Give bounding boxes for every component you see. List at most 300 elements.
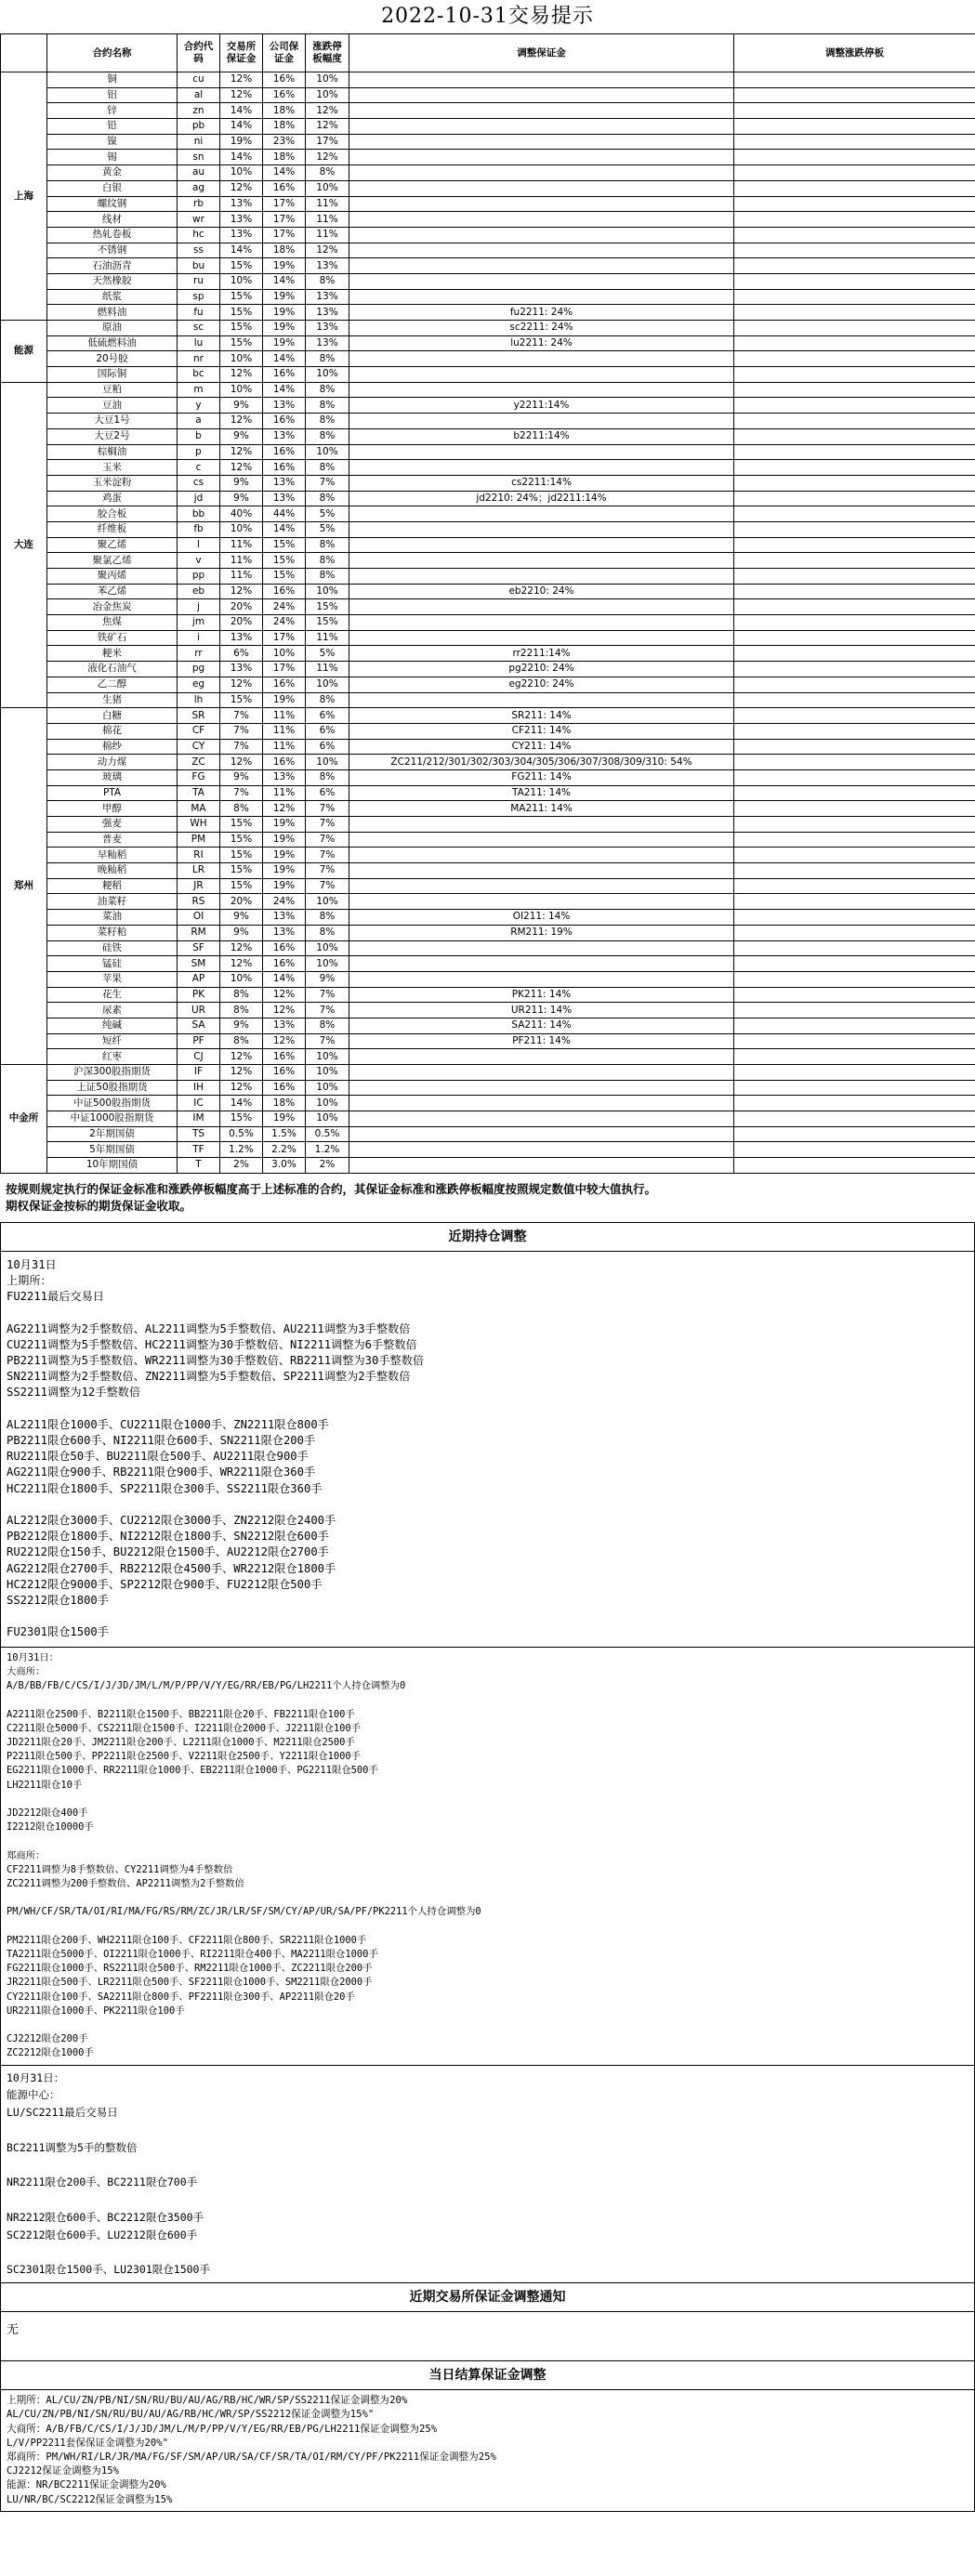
price-limit: 11% [306, 196, 349, 212]
company-margin: 14% [263, 382, 306, 398]
price-limit: 7% [306, 832, 349, 848]
contract-name: 沪深300股指期货 [47, 1065, 178, 1081]
contract-code: AP [178, 971, 220, 987]
exchange-margin: 10% [220, 351, 263, 367]
contract-name: 铁矿石 [47, 630, 178, 646]
adjusted-margin [349, 119, 734, 135]
adjusted-limit [734, 599, 975, 615]
adjusted-margin: jd2210: 24%；jd2211:14% [349, 491, 734, 506]
adjusted-margin: OI211: 14% [349, 910, 734, 926]
company-margin: 19% [263, 848, 306, 863]
contract-code: SM [178, 956, 220, 972]
price-limit: 8% [306, 428, 349, 444]
exchange-margin: 12% [220, 180, 263, 196]
contract-name: 生猪 [47, 692, 178, 708]
price-limit: 13% [306, 289, 349, 305]
table-row [1, 273, 975, 289]
adjusted-limit [734, 630, 975, 646]
exchange-margin: 15% [220, 832, 263, 848]
price-limit: 5% [306, 521, 349, 537]
contract-name: 中证500股指期货 [47, 1096, 178, 1111]
adjusted-limit [734, 428, 975, 444]
adjusted-margin: pg2210: 24% [349, 662, 734, 677]
company-margin: 19% [263, 258, 306, 274]
adjusted-limit [734, 956, 975, 972]
price-limit: 10% [306, 677, 349, 692]
contract-name: 白糖 [47, 708, 178, 724]
price-limit: 10% [306, 1096, 349, 1111]
adjusted-limit [734, 785, 975, 801]
contract-name: 铅 [47, 119, 178, 135]
exchange-margin: 12% [220, 414, 263, 429]
header-company-margin: 公司保证金 [263, 34, 306, 72]
company-margin: 19% [263, 692, 306, 708]
company-margin: 17% [263, 630, 306, 646]
contract-code: T [178, 1158, 220, 1174]
exchange-margin: 9% [220, 925, 263, 940]
contract-code: FG [178, 769, 220, 785]
adjusted-limit [734, 801, 975, 817]
table-row [1, 491, 975, 506]
contract-code: bc [178, 367, 220, 383]
adjusted-limit [734, 119, 975, 135]
price-limit: 2% [306, 1158, 349, 1174]
adjusted-limit [734, 708, 975, 724]
contract-code: IC [178, 1096, 220, 1111]
table-row [1, 180, 975, 196]
contract-code: SF [178, 940, 220, 956]
exchange-margin: 13% [220, 630, 263, 646]
contract-name: 苹果 [47, 971, 178, 987]
contract-name: 聚乙烯 [47, 537, 178, 553]
table-row [1, 305, 975, 321]
adjusted-limit [734, 584, 975, 599]
adjusted-limit [734, 165, 975, 181]
price-limit: 6% [306, 708, 349, 724]
contract-code: cu [178, 72, 220, 88]
contract-code: nr [178, 351, 220, 367]
table-row [1, 72, 975, 88]
price-limit: 12% [306, 243, 349, 258]
price-limit: 10% [306, 1080, 349, 1096]
exchange-margin: 11% [220, 537, 263, 553]
exchange-margin: 6% [220, 646, 263, 662]
adjusted-margin: CF211: 14% [349, 723, 734, 739]
price-limit: 11% [306, 630, 349, 646]
price-limit: 12% [306, 119, 349, 135]
contract-code: hc [178, 227, 220, 243]
adjusted-limit [734, 243, 975, 258]
adjusted-margin [349, 1096, 734, 1111]
adjusted-limit [734, 212, 975, 228]
table-row [1, 1126, 975, 1142]
price-limit: 10% [306, 1111, 349, 1127]
adjusted-limit [734, 878, 975, 894]
table-row [1, 367, 975, 383]
adjusted-limit [734, 723, 975, 739]
company-margin: 16% [263, 444, 306, 460]
adjusted-margin [349, 258, 734, 274]
contract-name: 棉纱 [47, 739, 178, 755]
table-row [1, 398, 975, 414]
exchange-margin: 12% [220, 1080, 263, 1096]
adjusted-limit [734, 662, 975, 677]
company-margin: 17% [263, 227, 306, 243]
contract-code: rr [178, 646, 220, 662]
contract-name: 冶金焦炭 [47, 599, 178, 615]
adjusted-limit [734, 817, 975, 833]
contract-name: 5年期国债 [47, 1142, 178, 1158]
price-limit: 13% [306, 335, 349, 351]
position-ine-block: 10月31日： 能源中心： LU/SC2211最后交易日 BC2211调整为5手的整数倍 NR2211限仓200手、BC2211限仓700手 NR2212限仓600手、BC2212限仓3500手 SC2212限仓600手、LU2212限仓600手 SC2301限仓1500手、LU2301限仓1500手 [7, 2070, 210, 2277]
table-row [1, 1065, 975, 1081]
contract-name: 早籼稻 [47, 848, 178, 863]
adjusted-margin [349, 1111, 734, 1127]
contract-code: au [178, 165, 220, 181]
company-margin: 18% [263, 150, 306, 165]
price-limit: 9% [306, 971, 349, 987]
company-margin: 13% [263, 769, 306, 785]
company-margin: 14% [263, 273, 306, 289]
company-margin: 17% [263, 196, 306, 212]
adjusted-limit [734, 910, 975, 926]
contract-code: fb [178, 521, 220, 537]
price-limit: 8% [306, 692, 349, 708]
contract-name: 豆粕 [47, 382, 178, 398]
contract-code: RI [178, 848, 220, 863]
header-exchange-margin: 交易所保证金 [220, 34, 263, 72]
adjusted-margin [349, 521, 734, 537]
contract-name: 黄金 [47, 165, 178, 181]
contract-name: 聚丙烯 [47, 569, 178, 585]
company-margin: 11% [263, 739, 306, 755]
adjusted-limit [734, 258, 975, 274]
adjusted-limit [734, 305, 975, 321]
price-limit: 10% [306, 956, 349, 972]
price-limit: 7% [306, 801, 349, 817]
adjusted-limit [734, 414, 975, 429]
price-limit: 8% [306, 414, 349, 429]
company-margin: 16% [263, 460, 306, 476]
adjusted-margin: lu2211: 24% [349, 335, 734, 351]
adjusted-margin: eb2210: 24% [349, 584, 734, 599]
exchange-margin: 10% [220, 521, 263, 537]
table-row [1, 723, 975, 739]
table-row [1, 227, 975, 243]
adjusted-limit [734, 1158, 975, 1174]
exchange-margin: 13% [220, 227, 263, 243]
contract-name: 尿素 [47, 1003, 178, 1019]
contract-name: 棉花 [47, 723, 178, 739]
contract-code: CY [178, 739, 220, 755]
company-margin: 44% [263, 506, 306, 522]
adjusted-margin [349, 212, 734, 228]
adjusted-limit [734, 321, 975, 336]
adjusted-margin: y2211:14% [349, 398, 734, 414]
exchange-margin: 8% [220, 1033, 263, 1049]
adjusted-margin [349, 180, 734, 196]
contract-code: c [178, 460, 220, 476]
contract-name: 鸡蛋 [47, 491, 178, 506]
exchange-margin: 20% [220, 615, 263, 631]
contract-name: 普麦 [47, 832, 178, 848]
table-row [1, 119, 975, 135]
table-row [1, 351, 975, 367]
adjusted-limit [734, 491, 975, 506]
adjusted-limit [734, 398, 975, 414]
adjusted-margin [349, 569, 734, 585]
exchange-margin: 9% [220, 398, 263, 414]
exchange-margin: 10% [220, 382, 263, 398]
table-row [1, 646, 975, 662]
exchange-margin: 7% [220, 708, 263, 724]
contract-code: SA [178, 1018, 220, 1033]
exchange-margin: 14% [220, 150, 263, 165]
margin-table-body [1, 72, 975, 1174]
table-row [1, 599, 975, 615]
contract-name: 短纤 [47, 1033, 178, 1049]
company-margin: 16% [263, 1080, 306, 1096]
page-title: 2022-10-31交易提示 [381, 5, 594, 28]
table-row [1, 134, 975, 150]
price-limit: 10% [306, 367, 349, 383]
table-row [1, 150, 975, 165]
position-shfe-block: 10月31日 上期所： FU2211最后交易日 AG2211调整为2手整数倍、AL2211调整为5手整数倍、AU2211调整为3手整数倍 CU2211调整为5手整数倍、HC2211调整为30手整数倍、NI2211调整为6手整数倍 PB2211调整为5手整数倍、WR2211调整为30手整数倍、RB2211调整为30手整数倍 SN2211调整为2手整数倍、ZN2211调整为5手整数倍、SP2211调整为2手整数倍 SS2211调整为12手整数倍 AL2211限仓1000手、CU2211限仓1000手、ZN2211限仓800手 PB2211限仓600手、NI2211限仓600手、SN2211限仓200手 RU2211限仓50手、BU2211限仓500手、AU2211限仓900手 AG2211限仓900手、RB2211限仓900手、WR2211限仓360手 HC2211限仓1800手、SP2211限仓300手、SS2211限仓360手 AL2212限仓3000手、CU2212限仓3000手、ZN2212限仓2400手 PB2212限仓1800手、NI2212限仓1800手、SN2212限仓600手 RU2212限仓150手、BU2212限仓1500手、AU2212限仓2700手 AG2212限仓2700手、RB2212限仓4500手、WR2212限仓1800手 HC2212限仓9000手、SP2212限仓900手、FU2212限仓500手 SS2212限仓1800手 FU2301限仓1500手 [1, 1252, 974, 1648]
contract-name: 镍 [47, 134, 178, 150]
adjusted-margin [349, 351, 734, 367]
contract-name: 粳米 [47, 646, 178, 662]
exchange-margin: 1.2% [220, 1142, 263, 1158]
header-adjusted-limit: 调整涨跌停板 [734, 34, 975, 72]
company-margin: 19% [263, 289, 306, 305]
contract-name: 锰硅 [47, 956, 178, 972]
table-row [1, 940, 975, 956]
table-row [1, 1018, 975, 1033]
contract-name: 菜籽粕 [47, 925, 178, 940]
settlement-margin-header: 当日结算保证金调整 [0, 2361, 975, 2390]
company-margin: 16% [263, 755, 306, 770]
contract-code: zn [178, 103, 220, 119]
adjusted-margin [349, 1080, 734, 1096]
contract-name: 线材 [47, 212, 178, 228]
exchange-label: 上海 [1, 72, 47, 321]
adjusted-margin [349, 72, 734, 88]
price-limit: 7% [306, 878, 349, 894]
exchange-margin: 9% [220, 769, 263, 785]
contract-code: eb [178, 584, 220, 599]
adjusted-margin [349, 817, 734, 833]
price-limit: 10% [306, 180, 349, 196]
table-row [1, 289, 975, 305]
contract-code: IF [178, 1065, 220, 1081]
company-margin: 12% [263, 1003, 306, 1019]
adjusted-limit [734, 769, 975, 785]
price-limit: 8% [306, 537, 349, 553]
adjusted-margin: FG211: 14% [349, 769, 734, 785]
contract-code: sc [178, 321, 220, 336]
contract-code: lu [178, 335, 220, 351]
adjusted-margin [349, 243, 734, 258]
adjusted-margin [349, 367, 734, 383]
adjusted-margin [349, 940, 734, 956]
exchange-margin: 15% [220, 692, 263, 708]
price-limit: 8% [306, 491, 349, 506]
exchange-margin: 12% [220, 755, 263, 770]
exchange-margin: 8% [220, 801, 263, 817]
contract-code: rb [178, 196, 220, 212]
table-row [1, 569, 975, 585]
adjusted-margin [349, 1158, 734, 1174]
contract-code: RS [178, 894, 220, 910]
table-row [1, 414, 975, 429]
adjusted-limit [734, 832, 975, 848]
table-row [1, 165, 975, 181]
adjusted-margin [349, 227, 734, 243]
contract-code: cs [178, 475, 220, 491]
price-limit: 10% [306, 72, 349, 88]
adjusted-limit [734, 569, 975, 585]
company-margin: 16% [263, 584, 306, 599]
price-limit: 5% [306, 506, 349, 522]
table-row [1, 1003, 975, 1019]
adjusted-limit [734, 755, 975, 770]
contract-name: 纸浆 [47, 289, 178, 305]
adjusted-limit [734, 1080, 975, 1096]
table-row [1, 878, 975, 894]
price-limit: 8% [306, 398, 349, 414]
adjusted-margin [349, 1126, 734, 1142]
price-limit: 15% [306, 615, 349, 631]
adjusted-margin [349, 150, 734, 165]
adjusted-limit [734, 134, 975, 150]
adjusted-margin [349, 537, 734, 553]
company-margin: 16% [263, 1049, 306, 1065]
price-limit: 8% [306, 769, 349, 785]
adjusted-margin: rr2211:14% [349, 646, 734, 662]
contract-name: 胶合板 [47, 506, 178, 522]
exchange-margin: 10% [220, 971, 263, 987]
price-limit: 5% [306, 646, 349, 662]
price-limit: 8% [306, 460, 349, 476]
company-margin: 11% [263, 708, 306, 724]
table-row [1, 971, 975, 987]
exchange-margin: 7% [220, 785, 263, 801]
contract-name: 原油 [47, 321, 178, 336]
contract-code: jm [178, 615, 220, 631]
exchange-label: 中金所 [1, 1065, 47, 1174]
adjusted-limit [734, 940, 975, 956]
company-margin: 15% [263, 553, 306, 569]
company-margin: 19% [263, 863, 306, 879]
price-limit: 1.2% [306, 1142, 349, 1158]
exchange-margin: 12% [220, 1065, 263, 1081]
price-limit: 7% [306, 817, 349, 833]
company-margin: 11% [263, 723, 306, 739]
contract-code: ni [178, 134, 220, 150]
price-limit: 13% [306, 321, 349, 336]
exchange-margin: 9% [220, 491, 263, 506]
exchange-margin: 15% [220, 817, 263, 833]
adjusted-margin [349, 878, 734, 894]
price-limit: 7% [306, 848, 349, 863]
company-margin: 11% [263, 785, 306, 801]
exchange-margin-notice-body: 无 [0, 2312, 975, 2361]
adjusted-margin [349, 692, 734, 708]
table-row [1, 1033, 975, 1049]
contract-code: LR [178, 863, 220, 879]
contract-code: CJ [178, 1049, 220, 1065]
contract-code: JR [178, 878, 220, 894]
contract-name: 焦煤 [47, 615, 178, 631]
exchange-margin: 0.5% [220, 1126, 263, 1142]
contract-name: 不锈钢 [47, 243, 178, 258]
adjusted-limit [734, 351, 975, 367]
exchange-margin: 40% [220, 506, 263, 522]
company-margin: 13% [263, 910, 306, 926]
adjusted-margin: ZC211/212/301/302/303/304/305/306/307/308/309/310: 54% [349, 755, 734, 770]
adjusted-limit [734, 646, 975, 662]
company-margin: 16% [263, 940, 306, 956]
company-margin: 19% [263, 1111, 306, 1127]
adjusted-margin: SR211: 14% [349, 708, 734, 724]
table-row [1, 910, 975, 926]
company-margin: 16% [263, 87, 306, 103]
contract-code: pp [178, 569, 220, 585]
price-limit: 10% [306, 444, 349, 460]
adjusted-limit [734, 677, 975, 692]
adjusted-limit [734, 444, 975, 460]
contract-code: pg [178, 662, 220, 677]
price-limit: 17% [306, 134, 349, 150]
table-row [1, 87, 975, 103]
exchange-margin: 12% [220, 87, 263, 103]
contract-code: a [178, 414, 220, 429]
adjusted-margin [349, 863, 734, 879]
table-row [1, 1158, 975, 1174]
price-limit: 10% [306, 755, 349, 770]
adjusted-limit [734, 925, 975, 940]
exchange-margin: 15% [220, 1111, 263, 1127]
price-limit: 10% [306, 584, 349, 599]
table-row [1, 615, 975, 631]
contract-code: TF [178, 1142, 220, 1158]
contract-name: 聚氯乙烯 [47, 553, 178, 569]
contract-code: CF [178, 723, 220, 739]
exchange-margin: 19% [220, 134, 263, 150]
contract-name: 菜油 [47, 910, 178, 926]
adjusted-limit [734, 475, 975, 491]
contract-name: 10年期国债 [47, 1158, 178, 1174]
exchange-label: 郑州 [1, 708, 47, 1065]
contract-name: 20号胶 [47, 351, 178, 367]
exchange-margin: 11% [220, 553, 263, 569]
company-margin: 12% [263, 801, 306, 817]
adjusted-margin [349, 848, 734, 863]
adjusted-margin: SA211: 14% [349, 1018, 734, 1033]
adjusted-margin [349, 1065, 734, 1081]
company-margin: 19% [263, 878, 306, 894]
table-row [1, 769, 975, 785]
contract-name: 液化石油气 [47, 662, 178, 677]
table-row [1, 521, 975, 537]
exchange-margin: 8% [220, 1003, 263, 1019]
table-row [1, 1096, 975, 1111]
price-limit: 7% [306, 1003, 349, 1019]
adjusted-limit [734, 1126, 975, 1142]
company-margin: 15% [263, 537, 306, 553]
adjusted-limit [734, 227, 975, 243]
price-limit: 8% [306, 273, 349, 289]
